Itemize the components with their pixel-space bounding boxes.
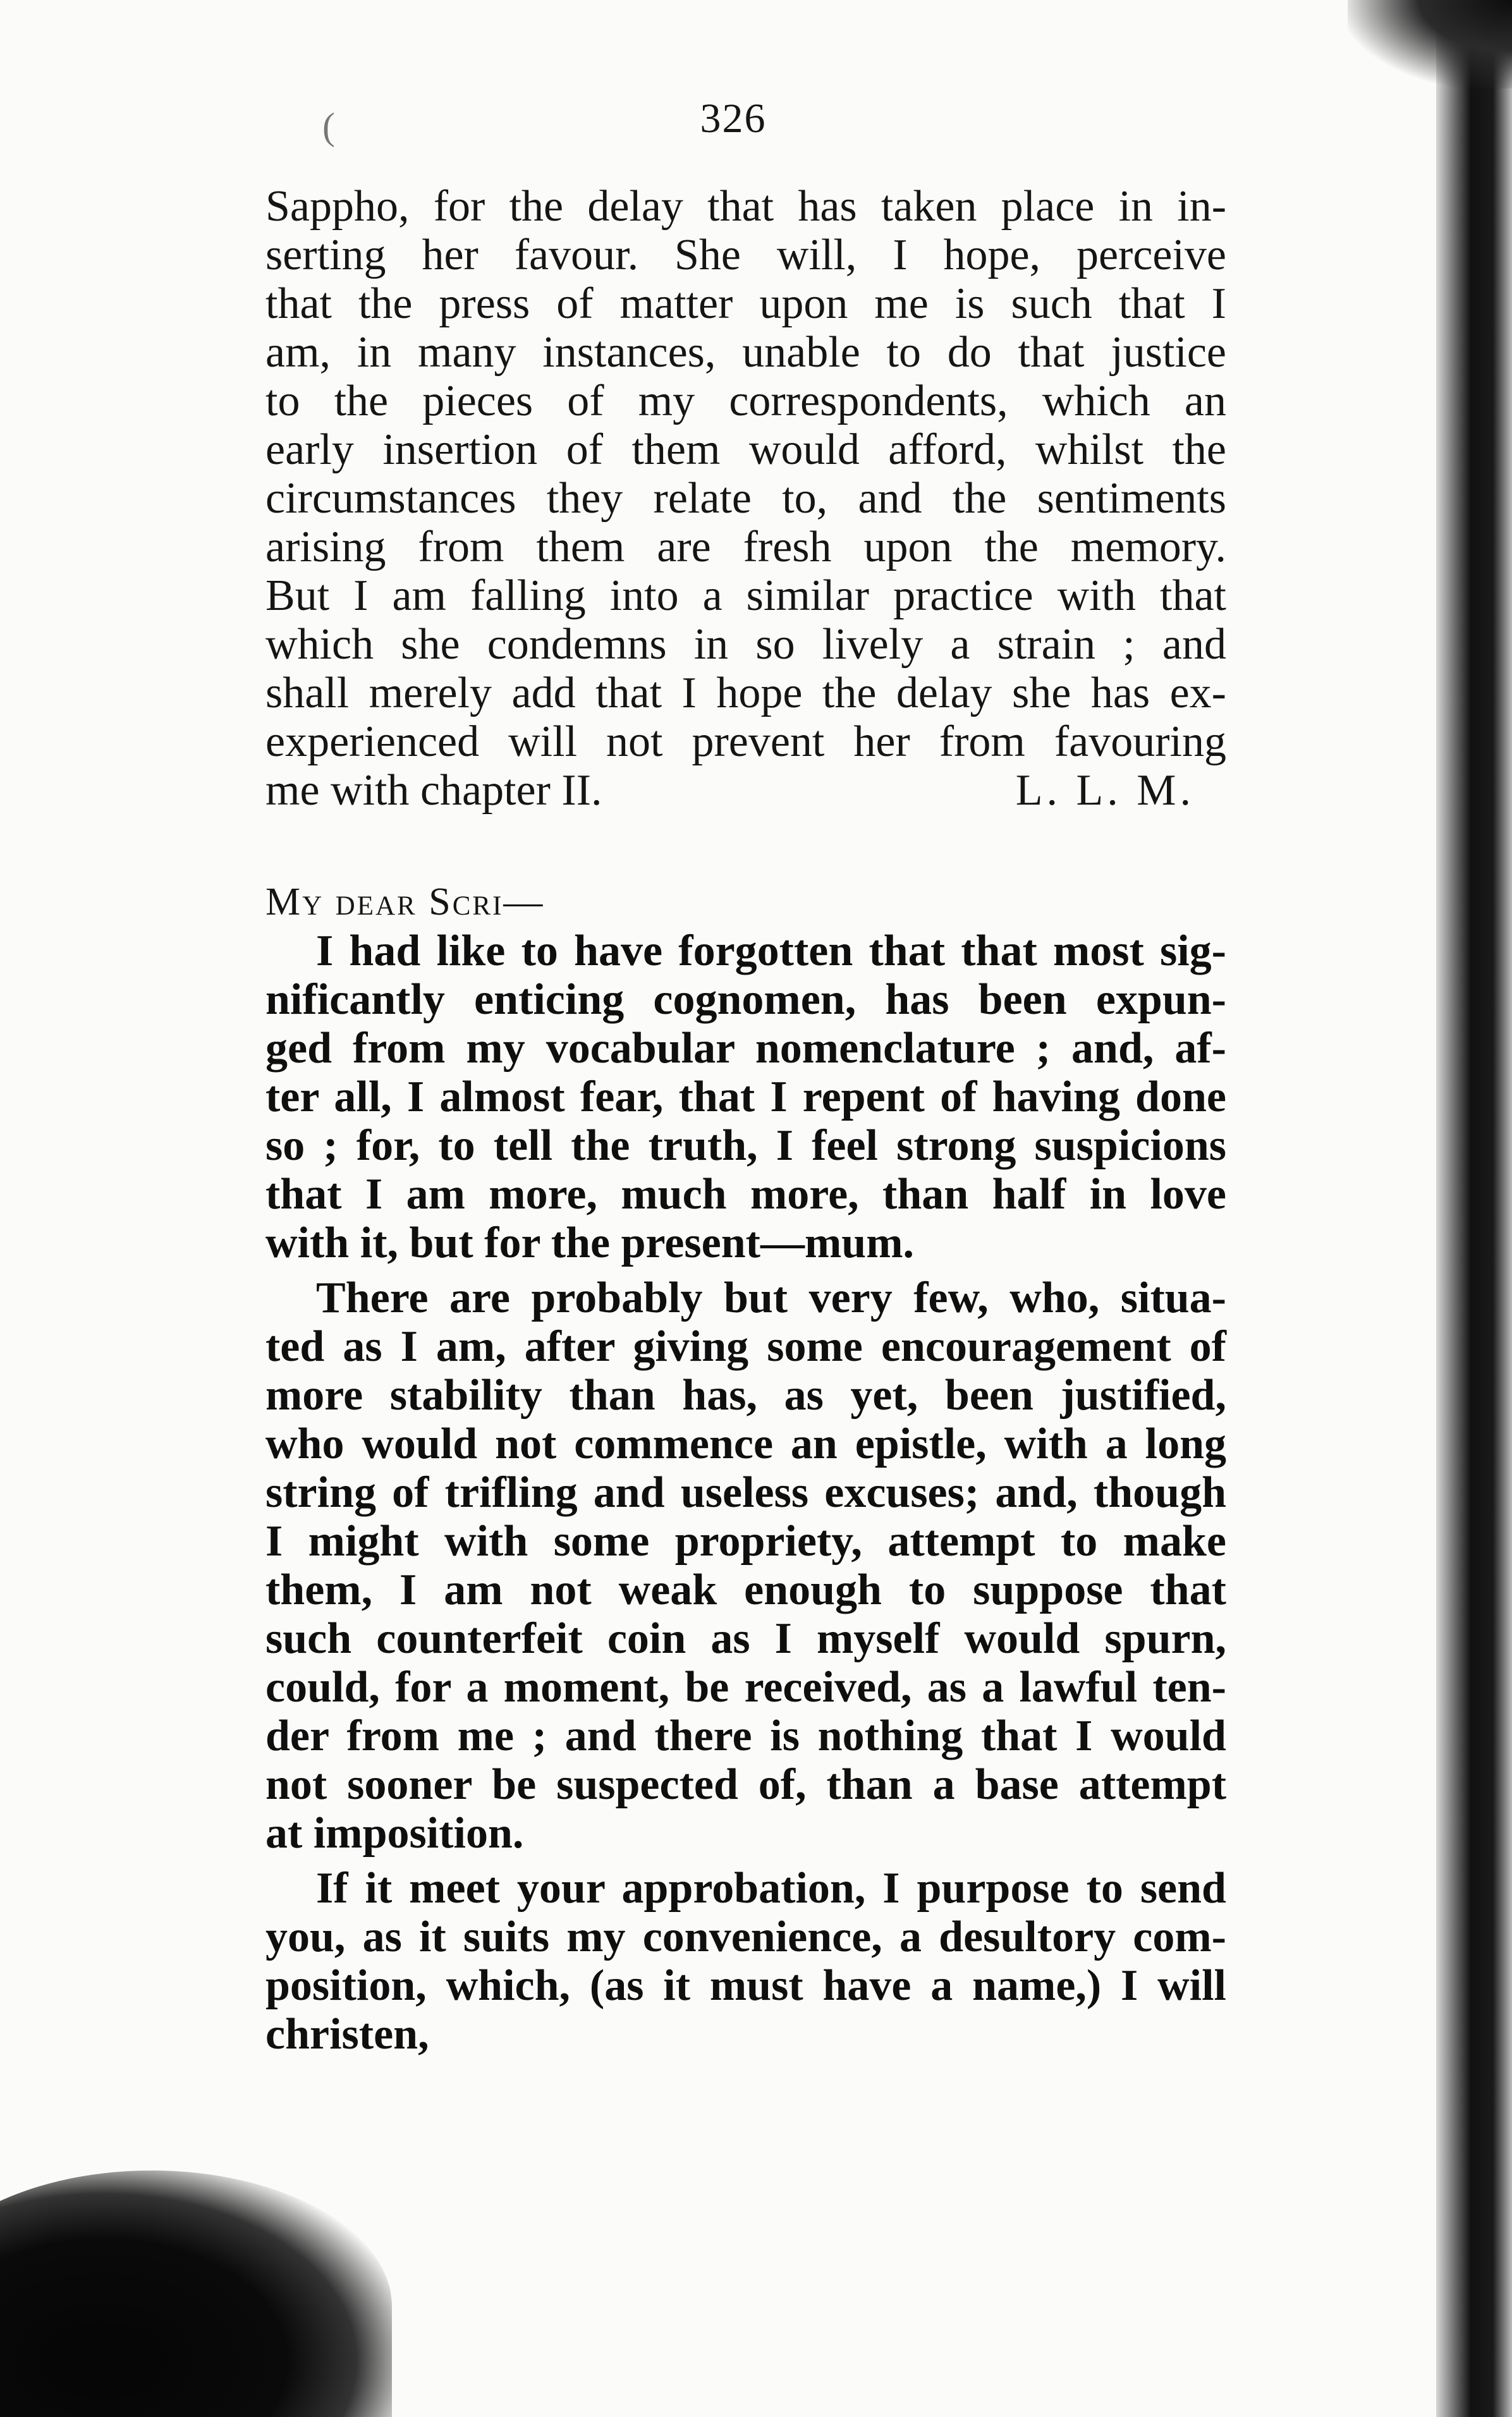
paragraph-gap <box>265 1858 1226 1864</box>
page-edge-shadow <box>1436 0 1512 2417</box>
text-line: I might with some propriety, attempt to make <box>265 1517 1226 1566</box>
text-line: position, which, (as it must have a name,) I will <box>265 1961 1226 2010</box>
text-line: circumstances they relate to, and the sentiments <box>265 474 1226 523</box>
text-line: so ; for, to tell the truth, I feel strong suspicions <box>265 1121 1226 1170</box>
text-line: ter all, I almost fear, that I repent of having done <box>265 1073 1226 1121</box>
text-line: to the pieces of my correspondents, which an <box>265 377 1226 425</box>
text-line: ted as I am, after giving some encouragement of <box>265 1322 1226 1371</box>
text-line: string of trifling and useless excuses; and, though <box>265 1468 1226 1517</box>
paragraph <box>265 1274 1226 1858</box>
text-line: ged from my vocabular nomenclature ; and, af- <box>265 1024 1226 1073</box>
page-body <box>265 182 1226 2059</box>
text-line: that I am more, much more, than half in love <box>265 1170 1226 1219</box>
text-line: If it meet your approbation, I purpose to send <box>316 1864 1226 1913</box>
paragraph <box>265 927 1226 1267</box>
text-line: which she condemns in so lively a strain ; and <box>265 620 1226 669</box>
text-line: you, as it suits my convenience, a desultory com- <box>265 1913 1226 1961</box>
paragraph <box>265 1864 1226 2059</box>
thumb-shadow <box>0 2170 392 2417</box>
text-line: experienced will not prevent her from favouring <box>265 717 1226 766</box>
text-line: There are probably but very few, who, situa- <box>316 1274 1226 1322</box>
closing-line <box>265 766 1226 815</box>
text-line: with it, but for the present—mum. <box>265 1219 915 1267</box>
text-line: such counterfeit coin as I myself would spurn, <box>265 1614 1226 1663</box>
letter-body <box>265 927 1226 2059</box>
text-line: not sooner be suspected of, than a base attempt <box>265 1760 1226 1809</box>
text-line: But I am falling into a similar practice with that <box>265 571 1226 620</box>
paragraph-gap <box>265 1267 1226 1274</box>
page-corner-shadow <box>1348 0 1512 88</box>
text-line: nificantly enticing cognomen, has been expun- <box>265 975 1226 1024</box>
text-line: early insertion of them would afford, whilst the <box>265 425 1226 474</box>
text-line: shall merely add that I hope the delay she has ex- <box>265 669 1226 717</box>
text-line: at imposition. <box>265 1809 524 1858</box>
text-line: arising from them are fresh upon the memory. <box>265 523 1226 571</box>
text-line: who would not commence an epistle, with a long <box>265 1420 1226 1468</box>
text-line: me with chapter II. <box>265 766 602 815</box>
editor-note <box>265 182 1226 815</box>
text-line: more stability than has, as yet, been justified, <box>265 1371 1226 1420</box>
page-number: 326 <box>700 95 767 142</box>
text-line: that the press of matter upon me is such that I <box>265 279 1226 328</box>
ink-speck: ( <box>322 106 335 147</box>
text-line: Sappho, for the delay that has taken place in in- <box>265 182 1226 231</box>
text-line: serting her favour. She will, I hope, perceive <box>265 231 1226 279</box>
letter-salutation: My dear Scri— <box>265 880 545 923</box>
text-line: them, I am not weak enough to suppose that <box>265 1566 1226 1614</box>
text-line: I had like to have forgotten that that most sig- <box>316 927 1226 975</box>
text-line: christen, <box>265 2010 429 2059</box>
editor-signature: L. L. M. <box>1015 766 1195 815</box>
text-line: der from me ; and there is nothing that I would <box>265 1712 1226 1760</box>
text-line: could, for a moment, be received, as a lawful ten- <box>265 1663 1226 1712</box>
text-line: am, in many instances, unable to do that justice <box>265 328 1226 377</box>
